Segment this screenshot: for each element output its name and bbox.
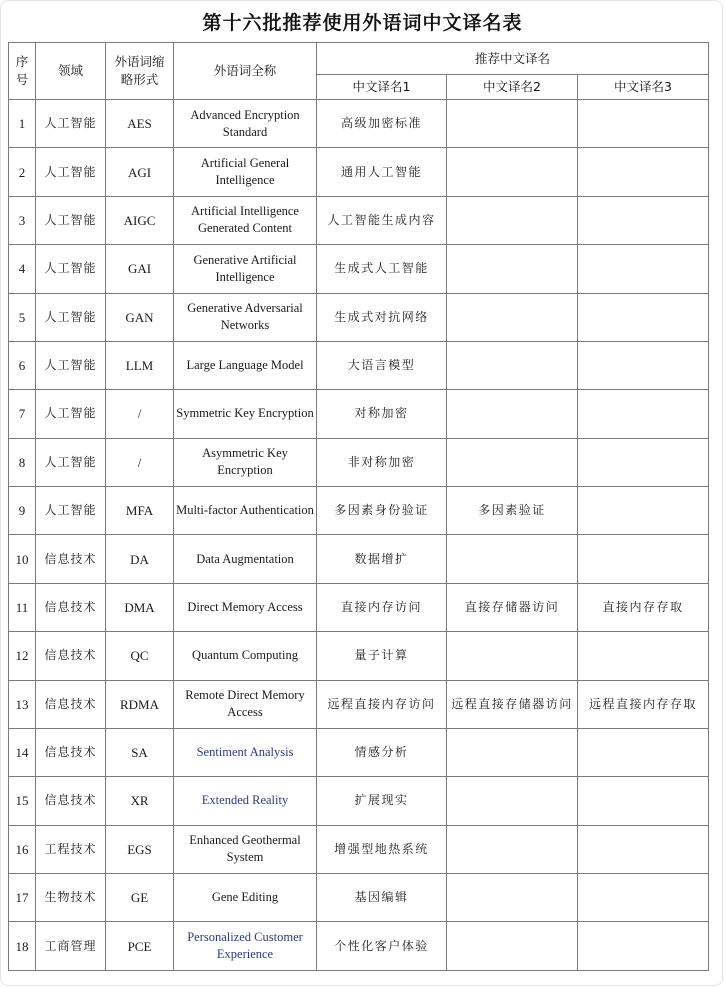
row-cn1: 生成式人工智能 bbox=[317, 245, 447, 293]
row-cn3: 直接内存存取 bbox=[578, 583, 709, 631]
row-cn1: 生成式对抗网络 bbox=[317, 293, 447, 341]
row-cn1: 个性化客户体验 bbox=[317, 922, 447, 971]
header-field: 领域 bbox=[36, 43, 106, 100]
row-cn3 bbox=[578, 777, 709, 825]
header-cn3: 中文译名3 bbox=[578, 75, 709, 100]
row-cn2 bbox=[447, 196, 578, 244]
row-field: 人工智能 bbox=[36, 341, 106, 389]
row-full-name: Sentiment Analysis bbox=[174, 728, 317, 776]
table-row bbox=[9, 390, 709, 438]
row-full-name: Asymmetric Key Encryption bbox=[174, 438, 317, 486]
row-full-name: Large Language Model bbox=[174, 341, 317, 389]
row-abbr: RDMA bbox=[106, 680, 174, 728]
row-index: 9 bbox=[9, 487, 36, 535]
header-cn2: 中文译名2 bbox=[447, 75, 578, 100]
row-field: 工商管理 bbox=[36, 922, 106, 971]
row-cn3 bbox=[578, 341, 709, 389]
row-index: 4 bbox=[9, 245, 36, 293]
row-field: 信息技术 bbox=[36, 728, 106, 776]
row-field: 人工智能 bbox=[36, 100, 106, 148]
row-field: 人工智能 bbox=[36, 390, 106, 438]
row-abbr: / bbox=[106, 390, 174, 438]
row-abbr: AIGC bbox=[106, 196, 174, 244]
row-cn1: 通用人工智能 bbox=[317, 148, 447, 196]
row-field: 信息技术 bbox=[36, 583, 106, 631]
row-field: 信息技术 bbox=[36, 680, 106, 728]
row-cn1: 人工智能生成内容 bbox=[317, 196, 447, 244]
row-cn1: 远程直接内存访问 bbox=[317, 680, 447, 728]
row-field: 信息技术 bbox=[36, 632, 106, 680]
row-index: 2 bbox=[9, 148, 36, 196]
row-cn1: 多因素身份验证 bbox=[317, 487, 447, 535]
row-cn2 bbox=[447, 245, 578, 293]
row-abbr: DA bbox=[106, 535, 174, 583]
row-cn3 bbox=[578, 100, 709, 148]
row-cn2 bbox=[447, 922, 578, 971]
row-index: 3 bbox=[9, 196, 36, 244]
row-full-name: Advanced Encryption Standard bbox=[174, 100, 317, 148]
row-cn1: 高级加密标准 bbox=[317, 100, 447, 148]
row-field: 人工智能 bbox=[36, 196, 106, 244]
row-index: 13 bbox=[9, 680, 36, 728]
row-cn3 bbox=[578, 245, 709, 293]
row-abbr: GE bbox=[106, 874, 174, 922]
row-field: 人工智能 bbox=[36, 148, 106, 196]
row-index: 16 bbox=[9, 825, 36, 873]
row-cn2 bbox=[447, 293, 578, 341]
table-row bbox=[9, 535, 709, 583]
row-field: 工程技术 bbox=[36, 825, 106, 873]
row-field: 人工智能 bbox=[36, 293, 106, 341]
row-cn2 bbox=[447, 728, 578, 776]
row-index: 1 bbox=[9, 100, 36, 148]
row-cn2 bbox=[447, 825, 578, 873]
row-full-name: Extended Reality bbox=[174, 777, 317, 825]
table-row bbox=[9, 680, 709, 728]
row-abbr: AES bbox=[106, 100, 174, 148]
row-cn2 bbox=[447, 777, 578, 825]
translation-table bbox=[8, 42, 709, 971]
row-cn3 bbox=[578, 196, 709, 244]
row-abbr: QC bbox=[106, 632, 174, 680]
row-abbr: AGI bbox=[106, 148, 174, 196]
row-full-name: Direct Memory Access bbox=[174, 583, 317, 631]
row-cn3 bbox=[578, 487, 709, 535]
row-full-name: Data Augmentation bbox=[174, 535, 317, 583]
table-row bbox=[9, 874, 709, 922]
row-cn1: 基因编辑 bbox=[317, 874, 447, 922]
row-full-name: Multi-factor Authentication bbox=[174, 487, 317, 535]
row-abbr: / bbox=[106, 438, 174, 486]
header-full-name: 外语词全称 bbox=[174, 43, 317, 100]
header-cn1: 中文译名1 bbox=[317, 75, 447, 100]
row-index: 5 bbox=[9, 293, 36, 341]
table-row bbox=[9, 777, 709, 825]
row-cn2 bbox=[447, 535, 578, 583]
table-row bbox=[9, 100, 709, 148]
row-cn3: 远程直接内存存取 bbox=[578, 680, 709, 728]
row-full-name: Quantum Computing bbox=[174, 632, 317, 680]
row-cn2 bbox=[447, 148, 578, 196]
row-cn2 bbox=[447, 632, 578, 680]
table-title: 第十六批推荐使用外语词中文译名表 bbox=[202, 12, 523, 34]
row-field: 信息技术 bbox=[36, 777, 106, 825]
row-cn2: 直接存储器访问 bbox=[447, 583, 578, 631]
row-index: 14 bbox=[9, 728, 36, 776]
row-index: 18 bbox=[9, 922, 36, 971]
table-row bbox=[9, 583, 709, 631]
row-abbr: GAN bbox=[106, 293, 174, 341]
table-row bbox=[9, 245, 709, 293]
header-index: 序号 bbox=[9, 43, 36, 100]
row-full-name: Symmetric Key Encryption bbox=[174, 390, 317, 438]
row-abbr: SA bbox=[106, 728, 174, 776]
row-field: 信息技术 bbox=[36, 535, 106, 583]
table-row bbox=[9, 632, 709, 680]
row-cn3 bbox=[578, 632, 709, 680]
row-index: 11 bbox=[9, 583, 36, 631]
table-row bbox=[9, 438, 709, 486]
row-abbr: MFA bbox=[106, 487, 174, 535]
row-cn1: 数据增扩 bbox=[317, 535, 447, 583]
row-index: 6 bbox=[9, 341, 36, 389]
row-field: 人工智能 bbox=[36, 438, 106, 486]
table-row bbox=[9, 922, 709, 971]
row-full-name: Artificial General Intelligence bbox=[174, 148, 317, 196]
table-row bbox=[9, 825, 709, 873]
row-cn1: 增强型地热系统 bbox=[317, 825, 447, 873]
row-cn3 bbox=[578, 825, 709, 873]
row-abbr: XR bbox=[106, 777, 174, 825]
row-cn3 bbox=[578, 293, 709, 341]
row-index: 17 bbox=[9, 874, 36, 922]
row-cn1: 量子计算 bbox=[317, 632, 447, 680]
row-index: 12 bbox=[9, 632, 36, 680]
row-cn3 bbox=[578, 728, 709, 776]
row-cn1: 对称加密 bbox=[317, 390, 447, 438]
header-abbr: 外语词缩略形式 bbox=[106, 43, 174, 100]
row-cn1: 扩展现实 bbox=[317, 777, 447, 825]
row-field: 人工智能 bbox=[36, 487, 106, 535]
header-recommended-group: 推荐中文译名 bbox=[317, 43, 709, 75]
row-cn2 bbox=[447, 390, 578, 438]
row-full-name: Personalized Customer Experience bbox=[174, 922, 317, 971]
row-full-name: Enhanced Geothermal System bbox=[174, 825, 317, 873]
row-cn3 bbox=[578, 438, 709, 486]
row-full-name: Generative Artificial Intelligence bbox=[174, 245, 317, 293]
row-cn3 bbox=[578, 874, 709, 922]
row-cn3 bbox=[578, 148, 709, 196]
row-cn1: 大语言模型 bbox=[317, 341, 447, 389]
table-row bbox=[9, 728, 709, 776]
row-cn3 bbox=[578, 535, 709, 583]
row-index: 8 bbox=[9, 438, 36, 486]
row-full-name: Generative Adversarial Networks bbox=[174, 293, 317, 341]
row-full-name: Gene Editing bbox=[174, 874, 317, 922]
row-full-name: Artificial Intelligence Generated Content bbox=[174, 196, 317, 244]
table-body bbox=[9, 100, 709, 971]
row-index: 7 bbox=[9, 390, 36, 438]
row-field: 人工智能 bbox=[36, 245, 106, 293]
row-abbr: GAI bbox=[106, 245, 174, 293]
row-abbr: DMA bbox=[106, 583, 174, 631]
row-cn3 bbox=[578, 390, 709, 438]
row-abbr: LLM bbox=[106, 341, 174, 389]
table-row bbox=[9, 341, 709, 389]
row-abbr: EGS bbox=[106, 825, 174, 873]
row-cn2 bbox=[447, 874, 578, 922]
row-index: 15 bbox=[9, 777, 36, 825]
row-cn2 bbox=[447, 100, 578, 148]
table-row bbox=[9, 196, 709, 244]
table-row bbox=[9, 487, 709, 535]
table-row bbox=[9, 293, 709, 341]
row-cn1: 直接内存访问 bbox=[317, 583, 447, 631]
row-cn2 bbox=[447, 341, 578, 389]
row-cn2: 多因素验证 bbox=[447, 487, 578, 535]
row-cn2: 远程直接存储器访问 bbox=[447, 680, 578, 728]
row-index: 10 bbox=[9, 535, 36, 583]
row-abbr: PCE bbox=[106, 922, 174, 971]
row-field: 生物技术 bbox=[36, 874, 106, 922]
row-cn2 bbox=[447, 438, 578, 486]
row-full-name: Remote Direct Memory Access bbox=[174, 680, 317, 728]
row-cn1: 非对称加密 bbox=[317, 438, 447, 486]
row-cn1: 情感分析 bbox=[317, 728, 447, 776]
row-cn3 bbox=[578, 922, 709, 971]
table-row bbox=[9, 148, 709, 196]
